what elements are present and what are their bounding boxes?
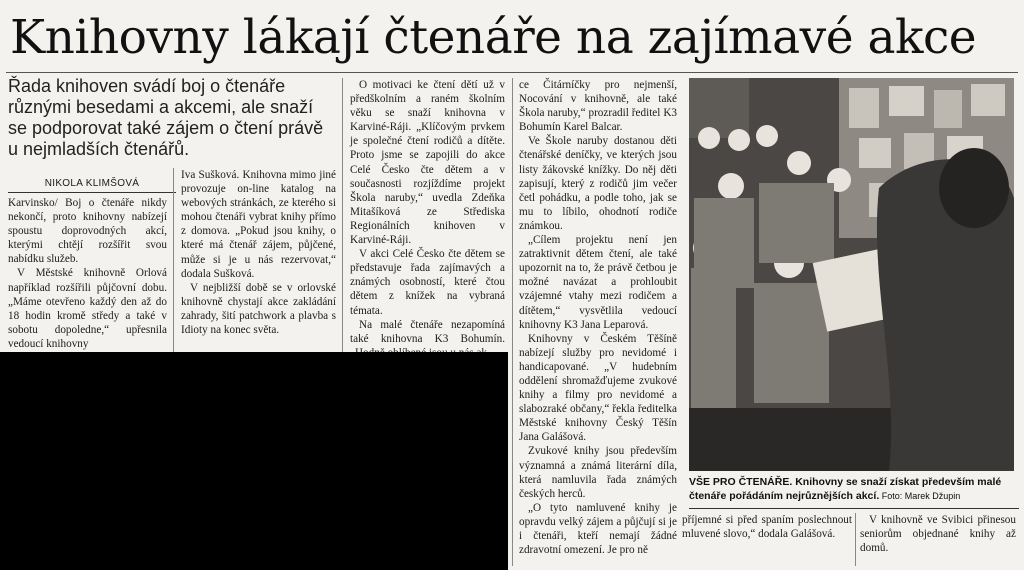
column-4 bbox=[519, 78, 677, 557]
column-divider bbox=[173, 168, 174, 352]
col3-paragraph: V akci Celé Česko čte dětem se představuje řada zajímavých a známých osobností, které čtou dětem z knížek na vybraná témata. bbox=[350, 248, 505, 317]
column-divider bbox=[342, 78, 343, 352]
col4-paragraph: Knihovny v Českém Těšíně nabízejí služby pro nevidomé i handicapované. „V hudebním oddělení shromažďujeme zvukové knihy a filmy pro nevidomé a slabozraké občany,“ řekla ředitelka Městské knihovny Český Těšín Jana Galášová. bbox=[519, 332, 677, 444]
caption-text: Knihovny se snaží získat především malé čtenáře pořádáním nejrůznějších akcí. bbox=[689, 476, 1002, 502]
redacted-area bbox=[0, 352, 508, 570]
column-1 bbox=[8, 196, 167, 351]
col4-paragraph: „O tyto namluvené knihy je opravdu velký zájem a půjčují si je i čtenáři, kteří nemají žádné zdravotní omezení. Je pro ně bbox=[519, 501, 677, 557]
photo-children-reading bbox=[689, 78, 1014, 471]
column-divider bbox=[512, 78, 513, 566]
col2-paragraph: Iva Sušková. Knihovna mimo jiné provozuje on-line katalog na webových stránkách, ze kterého si mohou čtenáři vybrat knihy přímo z domova. „Pokud jsou knihy, o které má čtenář zájem, půjčené, může si je u nás rezervovat,“ dodala Sušková. bbox=[181, 169, 336, 280]
caption-rule bbox=[689, 508, 1019, 509]
col2-paragraph: V nejbližší době se v orlovské knihovně chystají akce zakládání zahrady, šití patchwork a plavba s Idioty na konec světa. bbox=[181, 281, 336, 337]
col4-paragraph: Zvukové knihy jsou především významná a známá literární díla, která namluvila řada známých českých herců. bbox=[519, 445, 677, 500]
col4-paragraph: Ve Škole naruby dostanou děti čtenářské deníčky, ve kterých jsou listy žákovské knížky. Do něj děti zapisují, který z rodičů jim večer četl pohádku, a podle toho, jak se mu to líbilo, ohodnotí rodiče známkou. bbox=[519, 135, 677, 232]
column-3 bbox=[350, 78, 505, 360]
col1-paragraph: V Městské knihovně Orlová například rozšířili půjčovní dobu. „Máme otevřeno každý den až do 18 hodin kromě středy a také v sobotu dopoledne,“ upřesnila vedoucí knihovny bbox=[8, 267, 167, 350]
caption-title: VŠE PRO ČTENÁŘE. bbox=[689, 476, 793, 488]
col3-paragraph: Na malé čtenáře nezapomíná také knihovna K3 Bohumín. bbox=[350, 318, 505, 345]
col3-paragraph: O motivaci ke čtení dětí už v předškolním a raném školním věku se snaží knihovna v Karviné-Ráji. „Klíčovým prvkem je společné čtení rodičů a dítěte. Proto jsme se zapojili do akce Celé Česko čte dětem a v současnosti rozjíždíme projekt Škola naruby,“ uvedla Zdeňka Mitašíková ze Střediska Regionálních knihoven v Karviné-Ráji. bbox=[350, 79, 505, 247]
photo-illustration bbox=[689, 78, 1014, 471]
column-5 bbox=[682, 513, 852, 541]
column-6 bbox=[860, 513, 1016, 555]
col4-paragraph: „Cílem projektu není jen zatraktivnit dětem čtení, ale také upozornit na to, že právě četbou je možné navázat a prohloubit vzájemné vtahy mezi rodičem a dítětem,“ vysvětlila vedoucí knihovny K3 Jana Leparová. bbox=[519, 234, 677, 331]
byline: NIKOLA KLIMŠOVÁ bbox=[8, 176, 176, 193]
col6-paragraph: V knihovně ve Svibici přinesou seniorům objednané knihy až domů. bbox=[860, 514, 1016, 555]
headline-rule bbox=[6, 72, 1018, 73]
col4-paragraph: ce Čitárníčky pro nejmenší, Nocování v knihovně, ale také Škola naruby,“ prozradil ředitel K3 Bohumín Karel Balcar. bbox=[519, 79, 677, 134]
column-2 bbox=[181, 168, 336, 337]
column-divider bbox=[855, 513, 856, 566]
photo-caption bbox=[689, 475, 1019, 503]
col5-paragraph: příjemné si před spaním poslechnout mluvené slovo,“ dodala Galášová. bbox=[682, 514, 852, 541]
lead-paragraph: Řada knihoven svádí boj o čtenáře různými besedami a akcemi, ale snaží se podporovat také zájem o čtení právě u nejmladších čtenářů. bbox=[8, 76, 324, 159]
photo-credit: Foto: Marek Džupin bbox=[879, 491, 961, 501]
col1-paragraph: Karvinsko/ Boj o čtenáře nikdy nekončí, proto knihovny nabízejí spoustu doprovodných akcí, kterými chtějí rozšířit svou nabídku služeb. bbox=[8, 197, 167, 266]
headline: Knihovny lákají čtenáře na zajímavé akce bbox=[10, 10, 977, 65]
